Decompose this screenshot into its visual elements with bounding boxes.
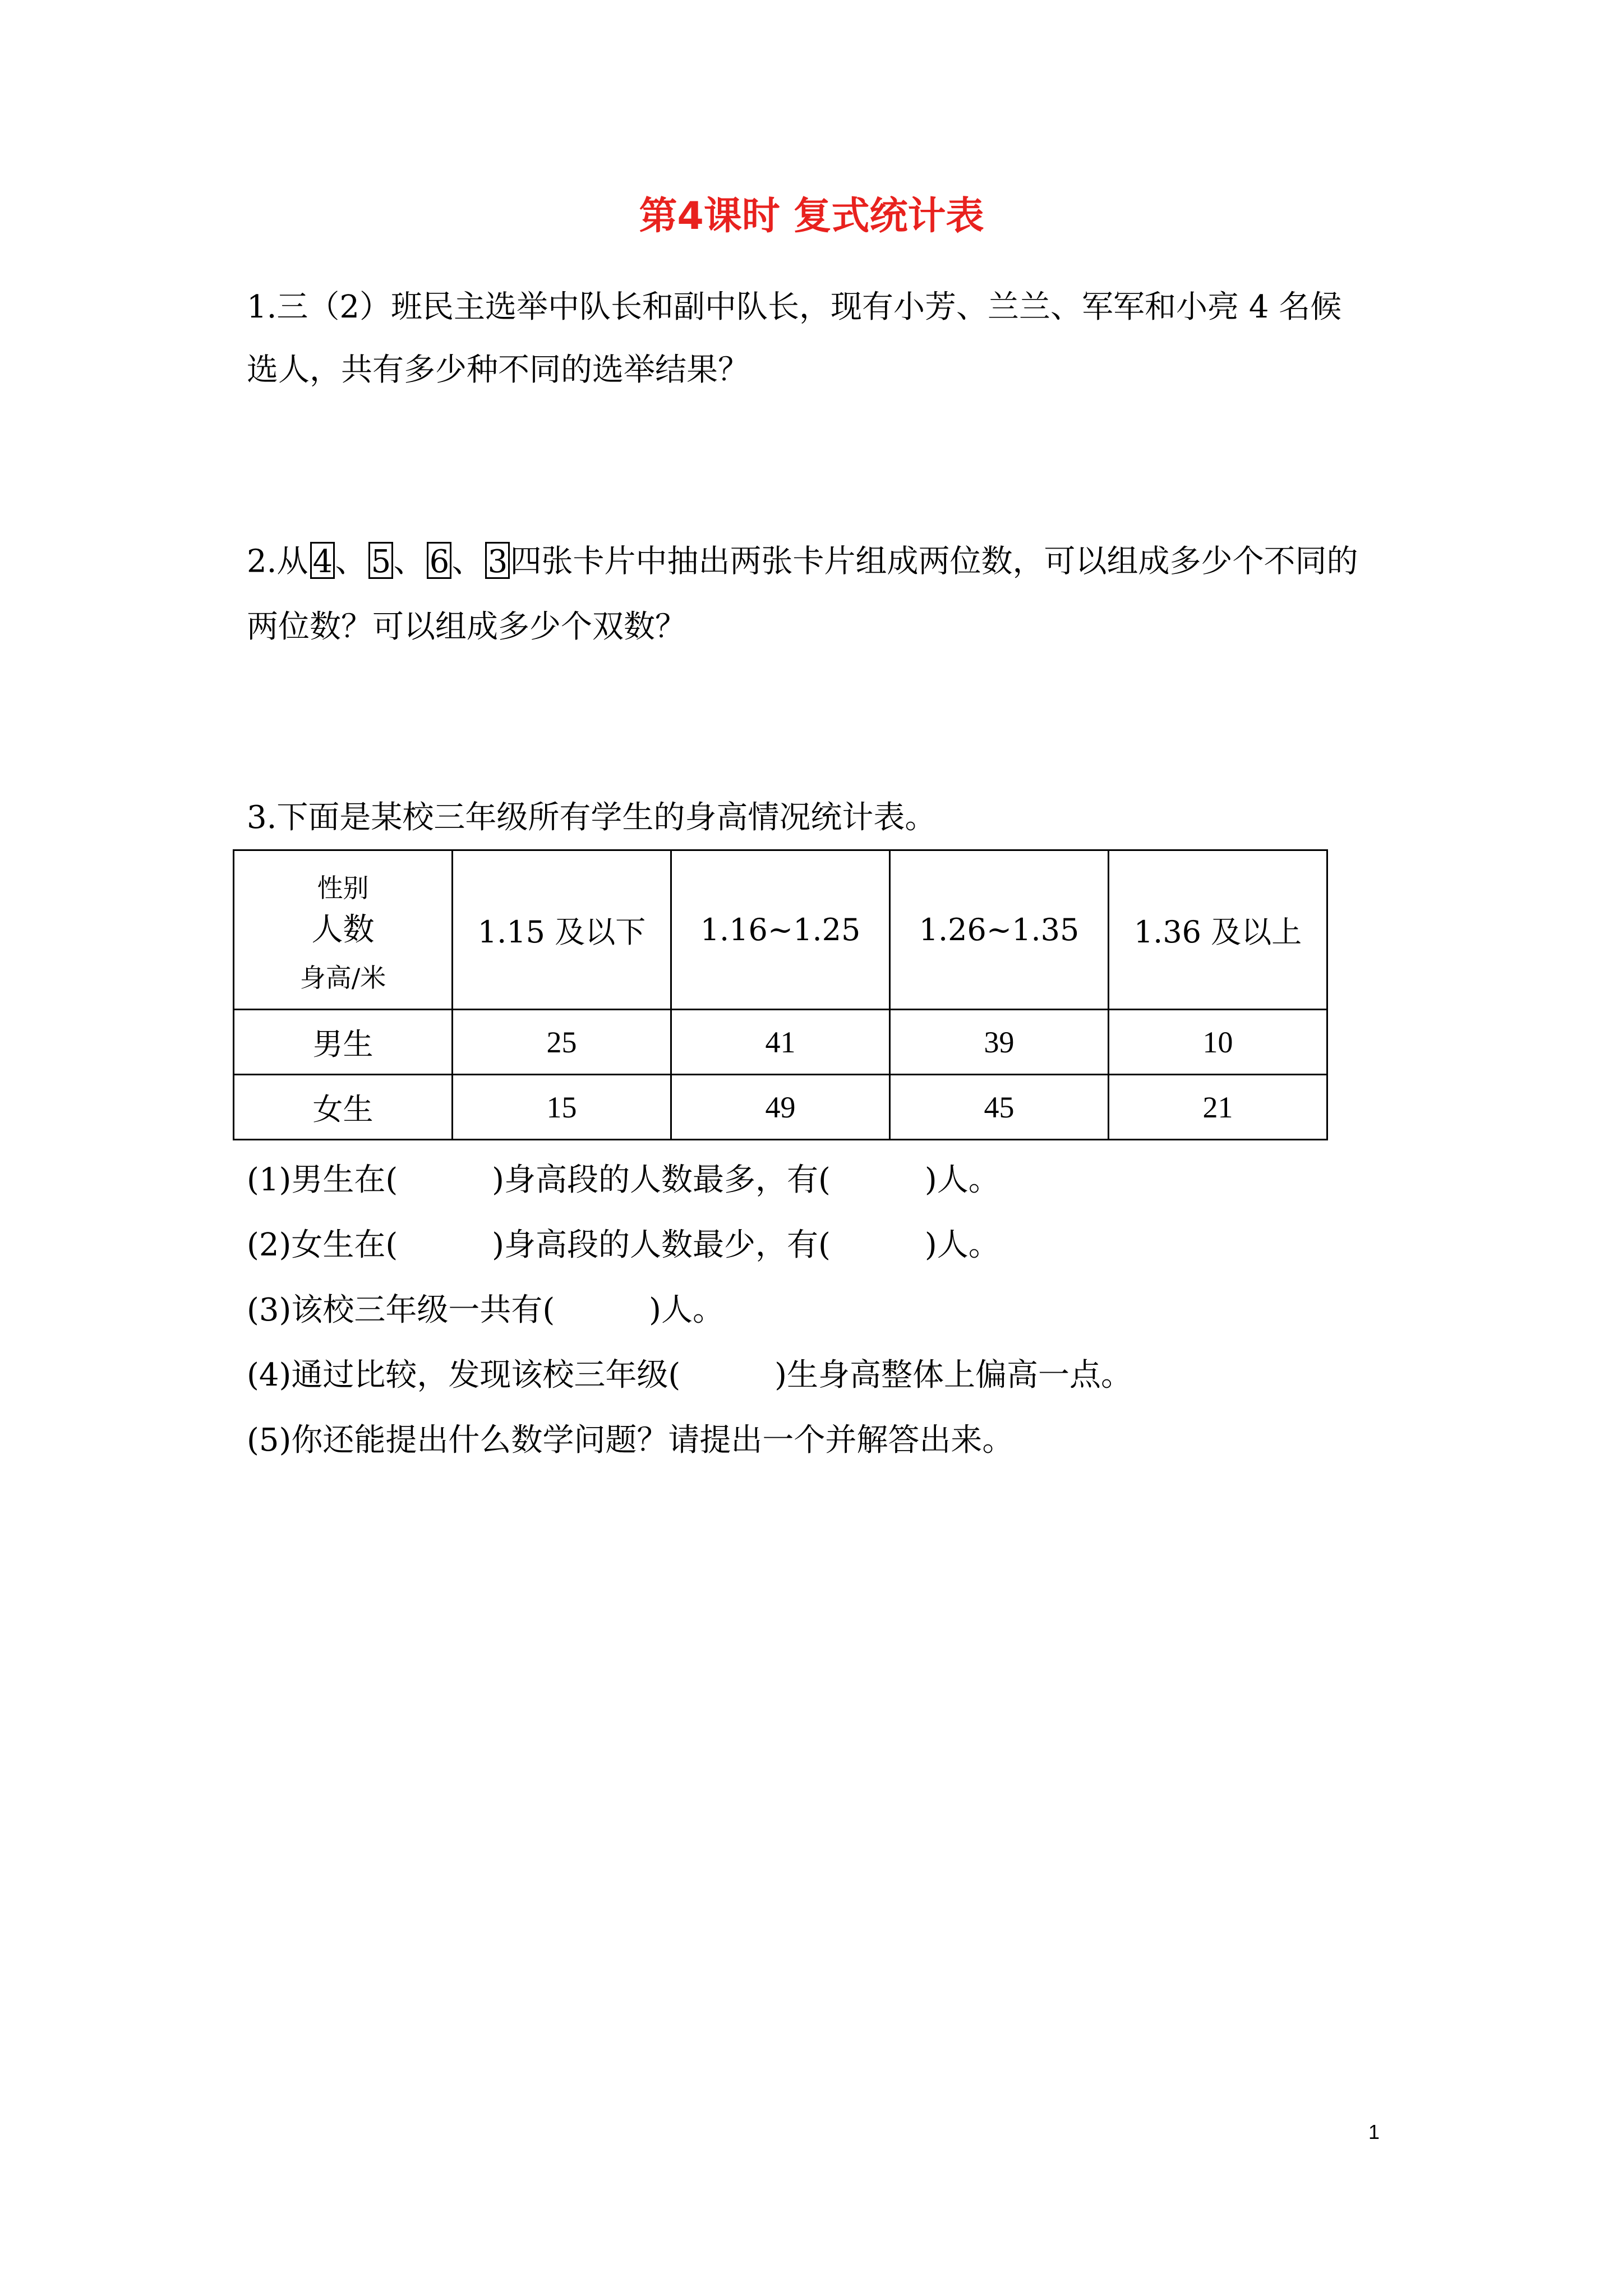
column-header: 1.26~1.35 [890,850,1109,1010]
corner-people-label: 人数 [311,912,375,948]
table-corner-cell [234,850,453,1010]
question-1-line-1: 1.三（2）班民主选举中队长和副中队长，现有小芳、兰兰、军军和小亮 4 名候 [247,289,1342,325]
table-row [234,1010,1327,1075]
question-2-prefix: 2.从 [247,543,308,580]
page-number: 1 [1368,2120,1380,2143]
table-cell: 49 [671,1075,890,1140]
question-2-line-1 [247,545,1358,582]
table-row [234,1075,1327,1140]
page-title: 第4课时 复式统计表 [639,194,984,238]
card-separator: 、 [393,543,425,580]
card-separator: 、 [335,543,367,580]
question-1-line-2: 选人，共有多少种不同的选举结果？ [247,352,749,388]
question-2-suffix: 四张卡片中抽出两张卡片组成两位数，可以组成多少个不同的 [510,543,1358,580]
card-5: 5 [368,542,393,579]
corner-gender-label: 性别 [317,873,369,903]
table-cell: 15 [453,1075,671,1140]
card-separator: 、 [451,543,483,580]
row-label-boys: 男生 [234,1010,453,1075]
question-2-line-2: 两位数？可以组成多少个双数？ [247,609,686,645]
table-cell: 25 [453,1010,671,1075]
column-header: 1.16~1.25 [671,850,890,1010]
sub-question-1: (1)男生在( )身高段的人数最多，有( )人。 [247,1162,1000,1198]
question-3-intro: 3.下面是某校三年级所有学生的身高情况统计表。 [247,799,937,836]
row-label-girls: 女生 [234,1075,453,1140]
sub-question-3: (3)该校三年级一共有( )人。 [247,1292,725,1328]
table-cell: 39 [890,1010,1109,1075]
table-cell: 45 [890,1075,1109,1140]
card-6: 6 [427,542,451,579]
card-3: 3 [485,542,510,579]
sub-question-2: (2)女生在( )身高段的人数最少，有( )人。 [247,1227,1000,1263]
column-header: 1.15 及以下 [453,850,671,1010]
card-4: 4 [310,542,335,579]
height-statistics-table [233,849,1328,1140]
corner-height-label: 身高/米 [299,963,386,993]
table-cell: 41 [671,1010,890,1075]
sub-question-5: (5)你还能提出什么数学问题？请提出一个并解答出来。 [247,1422,1014,1458]
sub-question-4: (4)通过比较，发现该校三年级( )生身高整体上偏高一点。 [247,1357,1133,1393]
table-header-row [234,850,1327,1010]
column-header: 1.36 及以上 [1109,850,1327,1010]
table-cell: 10 [1109,1010,1327,1075]
table-cell: 21 [1109,1075,1327,1140]
